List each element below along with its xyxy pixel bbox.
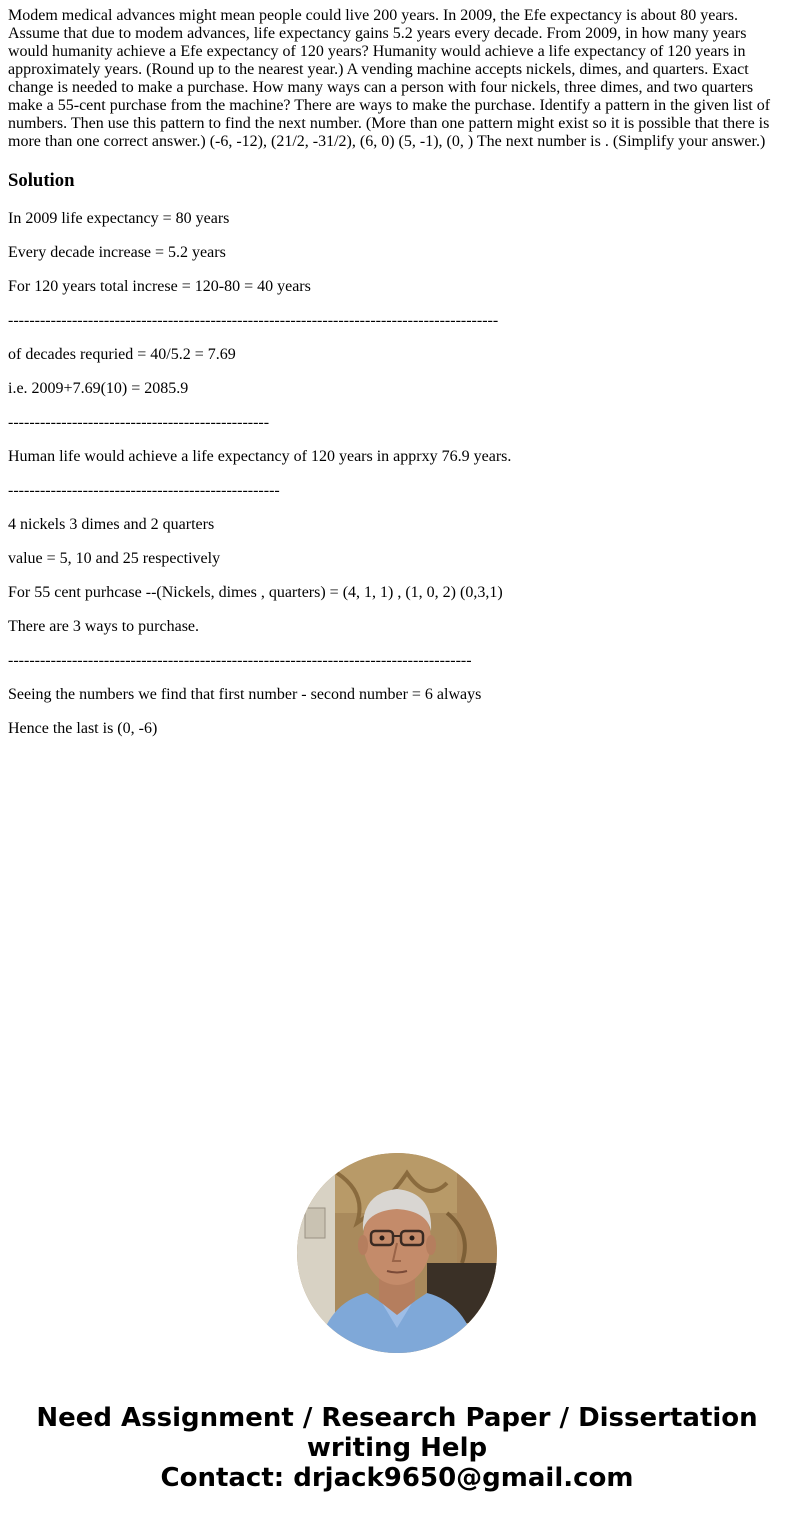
footer-contact-email: Contact: drjack9650@gmail.com bbox=[160, 1463, 634, 1493]
footer-line: Need Assignment / Research Paper / Dissertation bbox=[36, 1403, 758, 1433]
solution-line: For 120 years total increse = 120-80 = 40 years bbox=[8, 278, 311, 295]
solution-divider: -------------------------------------------------------------------------------------------- bbox=[8, 312, 499, 329]
solution-heading: Solution bbox=[8, 170, 75, 191]
solution-line: of decades requried = 40/5.2 = 7.69 bbox=[8, 346, 236, 363]
solution-divider: --------------------------------------------------------------------------------------- bbox=[8, 652, 472, 669]
solution-line: Human life would achieve a life expectancy of 120 years in apprxy 76.9 years. bbox=[8, 448, 512, 465]
footer-contact bbox=[0, 1403, 794, 1493]
author-avatar bbox=[297, 1153, 497, 1353]
solution-line: In 2009 life expectancy = 80 years bbox=[8, 210, 230, 227]
solution-body bbox=[8, 209, 788, 753]
solution-line: Hence the last is (0, -6) bbox=[8, 720, 158, 737]
solution-divider: --------------------------------------------------- bbox=[8, 482, 280, 499]
solution-line: value = 5, 10 and 25 respectively bbox=[8, 550, 221, 567]
footer-line: writing Help bbox=[306, 1433, 488, 1463]
author-portrait-icon bbox=[297, 1153, 497, 1353]
solution-line: For 55 cent purhcase --(Nickels, dimes , quarters) = (4, 1, 1) , (1, 0, 2) (0,3,1) bbox=[8, 584, 503, 601]
solution-line: There are 3 ways to purchase. bbox=[8, 618, 200, 635]
solution-divider: ------------------------------------------------- bbox=[8, 414, 270, 431]
solution-line: Seeing the numbers we find that first number - second number = 6 always bbox=[8, 686, 482, 703]
solution-line: Every decade increase = 5.2 years bbox=[8, 244, 226, 261]
solution-line: i.e. 2009+7.69(10) = 2085.9 bbox=[8, 380, 189, 397]
solution-line: 4 nickels 3 dimes and 2 quarters bbox=[8, 516, 215, 533]
question-text: Modem medical advances might mean people could live 200 years. In 2009, the Efe expectancy is about 80 years. Assume that due to modem advances, life expectancy gains 5.2 years every decade. From 2009, in how many years would humanity achieve a Efe expectancy of 120 years? Humanity would achieve a life expectancy of 120 years in approximately years. (Round up to the nearest year.) A vending machine accepts nickels, dimes, and quarters. Exact change is needed to make a purchase. How many ways can a person with four nickels, three dimes, and two quarters make a 55-cent purchase from the machine? There are ways to make the purchase. Identify a pattern in the given list of numbers. Then use this pattern to find the next number. (More than one pattern might exist so it is possible that there is more than one correct answer.) (-6, -12), (21/2, -31/2), (6, 0) (5, -1), (0, ) The next number is . (Simplify your answer.) bbox=[8, 7, 771, 150]
